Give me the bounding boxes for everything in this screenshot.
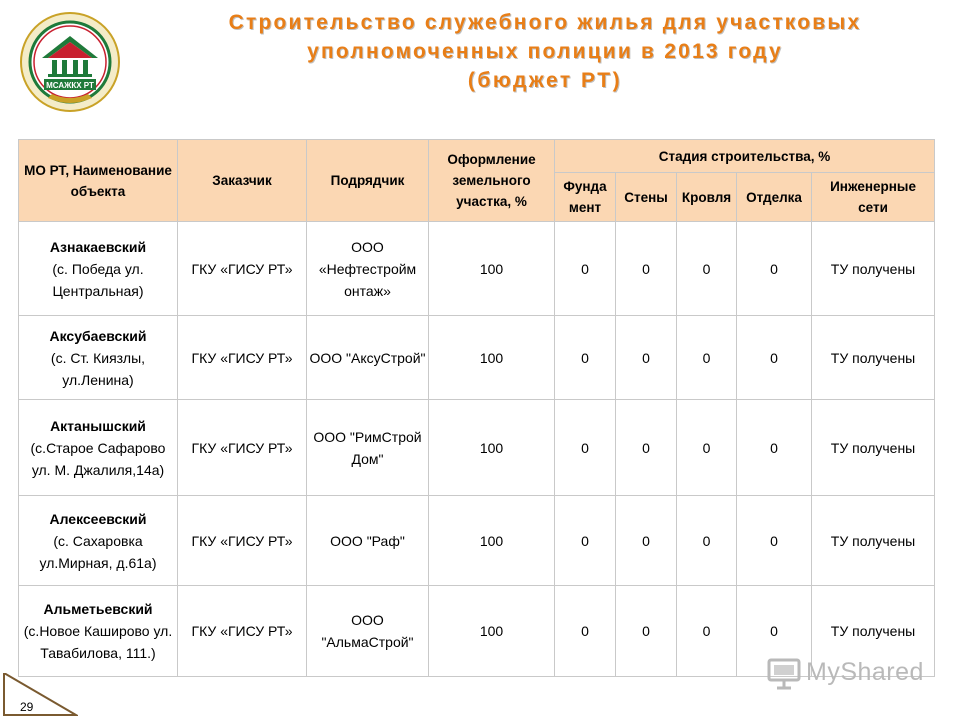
cell-object (19, 316, 178, 400)
cell-networks: ТУ получены (812, 222, 935, 316)
myshared-watermark (766, 652, 926, 696)
cell-networks: ТУ получены (812, 316, 935, 400)
cell-customer: ГКУ «ГИСУ РТ» (178, 222, 307, 316)
cell-finish: 0 (737, 496, 812, 586)
cell-object (19, 400, 178, 496)
header-contractor: Подрядчик (307, 140, 429, 222)
slide-number: 29 (20, 700, 34, 714)
header-networks: Инженерные сети (812, 173, 935, 222)
cell-land: 100 (429, 496, 555, 586)
cell-object (19, 222, 178, 316)
cell-networks: ТУ получены (812, 400, 935, 496)
cell-district: Альметьевский (43, 601, 153, 617)
cell-walls: 0 (616, 586, 677, 677)
title-line-2: уполномоченных полиции в 2013 году (307, 40, 783, 63)
cell-customer: ГКУ «ГИСУ РТ» (178, 586, 307, 677)
table-row (19, 400, 935, 496)
cell-address: (с. Сахаровка ул.Мирная, д.61а) (39, 532, 157, 571)
cell-district: Аксубаевский (49, 327, 147, 344)
header-foundation: Фунда мент (555, 173, 616, 222)
cell-contractor: ООО "АльмаСтрой" (307, 586, 429, 677)
cell-address: (с. Победа ул. Центральная) (52, 260, 144, 299)
header-finish: Отделка (737, 173, 812, 222)
cell-object (19, 586, 178, 677)
header-customer: Заказчик (178, 140, 307, 222)
cell-roof: 0 (677, 496, 737, 586)
table-row (19, 316, 935, 400)
cell-address: (с. Ст. Киязлы, ул.Ленина) (50, 349, 146, 388)
cell-district: Алексеевский (49, 510, 147, 527)
cell-foundation: 0 (555, 400, 616, 496)
cell-finish: 0 (737, 222, 812, 316)
header-roof: Кровля (677, 173, 737, 222)
watermark-text: MyShared (806, 658, 924, 686)
cell-land: 100 (429, 400, 555, 496)
cell-walls: 0 (616, 316, 677, 400)
cell-contractor: ООО «Нефтестройм онтаж» (307, 222, 429, 316)
table-row (19, 496, 935, 586)
title-line-1: Строительство служебного жилья для участковых (228, 11, 862, 34)
slide-corner-shape (2, 673, 78, 717)
cell-contractor: ООО "АксуСтрой" (307, 316, 429, 400)
ministry-logo (14, 12, 126, 112)
cell-address: (с.Старое Сафарово ул. М. Джалиля,14а) (30, 439, 166, 478)
presentation-icon (766, 656, 802, 692)
cell-walls: 0 (616, 400, 677, 496)
cell-walls: 0 (616, 222, 677, 316)
slide-number-badge (2, 673, 78, 717)
cell-foundation: 0 (555, 316, 616, 400)
cell-roof: 0 (677, 400, 737, 496)
logo-text: МСАЖКХ РТ (46, 81, 94, 90)
cell-customer: ГКУ «ГИСУ РТ» (178, 316, 307, 400)
cell-foundation: 0 (555, 496, 616, 586)
cell-roof: 0 (677, 222, 737, 316)
cell-networks: ТУ получены (812, 496, 935, 586)
cell-walls: 0 (616, 496, 677, 586)
cell-address: (с.Новое Каширово ул. Тавабилова, 111.) (23, 623, 173, 661)
cell-foundation: 0 (555, 586, 616, 677)
cell-finish: 0 (737, 316, 812, 400)
cell-contractor: ООО "Раф" (307, 496, 429, 586)
cell-contractor: ООО "РимСтрой Дом" (307, 400, 429, 496)
cell-roof: 0 (677, 316, 737, 400)
header-stage: Стадия строительства, % (555, 140, 935, 173)
header-walls: Стены (616, 173, 677, 222)
header-land: Оформление земельного участка, % (429, 140, 555, 222)
header-mo: МО РТ, Наименование объекта (19, 140, 178, 222)
cell-object (19, 496, 178, 586)
cell-land: 100 (429, 316, 555, 400)
cell-district: Актанышский (50, 417, 146, 434)
cell-customer: ГКУ «ГИСУ РТ» (178, 496, 307, 586)
cell-land: 100 (429, 586, 555, 677)
slide-title (130, 8, 960, 95)
table-row (19, 222, 935, 316)
cell-networks: ТУ получены (812, 586, 935, 677)
cell-customer: ГКУ «ГИСУ РТ» (178, 400, 307, 496)
cell-finish: 0 (737, 400, 812, 496)
cell-district: Азнакаевский (49, 238, 147, 255)
emblem-icon (14, 12, 126, 112)
cell-roof: 0 (677, 586, 737, 677)
cell-finish: 0 (737, 586, 812, 677)
cell-land: 100 (429, 222, 555, 316)
construction-table (18, 139, 935, 677)
cell-foundation: 0 (555, 222, 616, 316)
title-subtitle: (бюджет РТ) (467, 69, 623, 92)
